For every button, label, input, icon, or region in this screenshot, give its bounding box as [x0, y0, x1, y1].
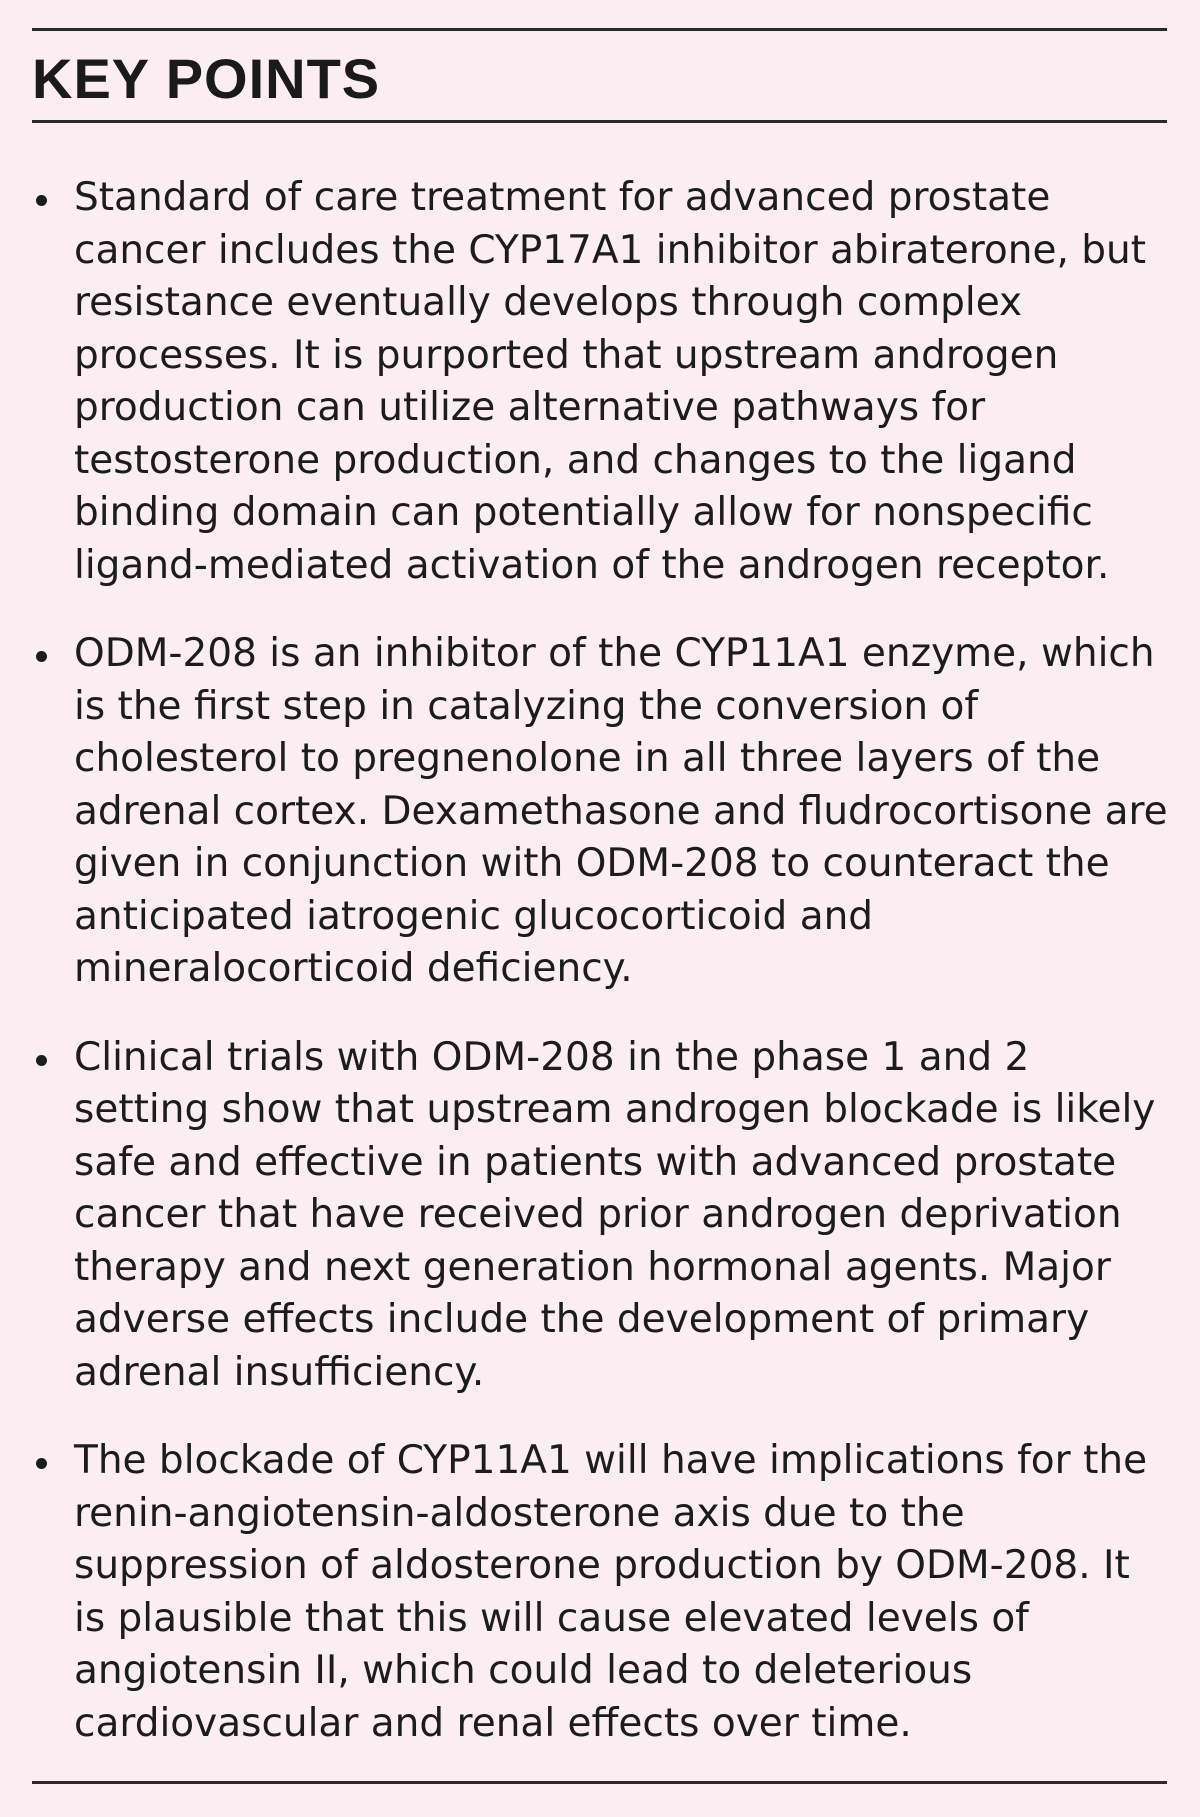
key-point-text: Clinical trials with ODM-208 in the phase 1 and 2 setting show that upstream androgen blockade is likely safe and effective in patients with advanced prostate cancer that have received prior androgen deprivation therapy and next generation hormonal agents. Major adverse effects include the development of primary adrenal insufficiency. — [74, 1034, 1156, 1395]
top-divider — [32, 28, 1167, 31]
bullet-icon — [36, 1055, 47, 1066]
bullet-icon — [36, 1458, 47, 1469]
key-point-item — [32, 1032, 1172, 1400]
key-point-item — [32, 628, 1172, 996]
title-divider — [32, 120, 1167, 123]
key-point-item — [32, 1435, 1172, 1750]
key-point-text: Standard of care treatment for advanced prostate cancer includes the CYP17A1 inhibitor abiraterone, but resistance eventually develops through complex processes. It is purported that upstream androgen production can utilize alternative pathways for testosterone production, and changes to the ligand binding domain can potentially allow for nonspecific ligand-mediated activation of the androgen receptor. — [74, 175, 1147, 588]
key-points-title: KEY POINTS — [32, 47, 381, 110]
key-point-text: The blockade of CYP11A1 will have implications for the renin-angiotensin-aldosterone axis due to the suppression of aldosterone production by ODM-208. It is plausible that this will cause elevated levels of angiotensin II, which could lead to deleterious cardiovascular and renal effects over time. — [74, 1438, 1148, 1746]
bullet-icon — [36, 651, 47, 662]
key-point-item — [32, 172, 1172, 592]
key-points-list — [32, 172, 1172, 1786]
bottom-divider — [32, 1781, 1167, 1784]
key-point-text: ODM-208 is an inhibitor of the CYP11A1 enzyme, which is the first step in catalyzing the conversion of cholesterol to pregnenolone in all three layers of the adrenal cortex. Dexamethasone and fludrocortisone are given in conjunction with ODM-208 to counteract the anticipated iatrogenic glucocorticoid and mineralocorticoid deficiency. — [74, 631, 1168, 991]
bullet-icon — [36, 195, 47, 206]
